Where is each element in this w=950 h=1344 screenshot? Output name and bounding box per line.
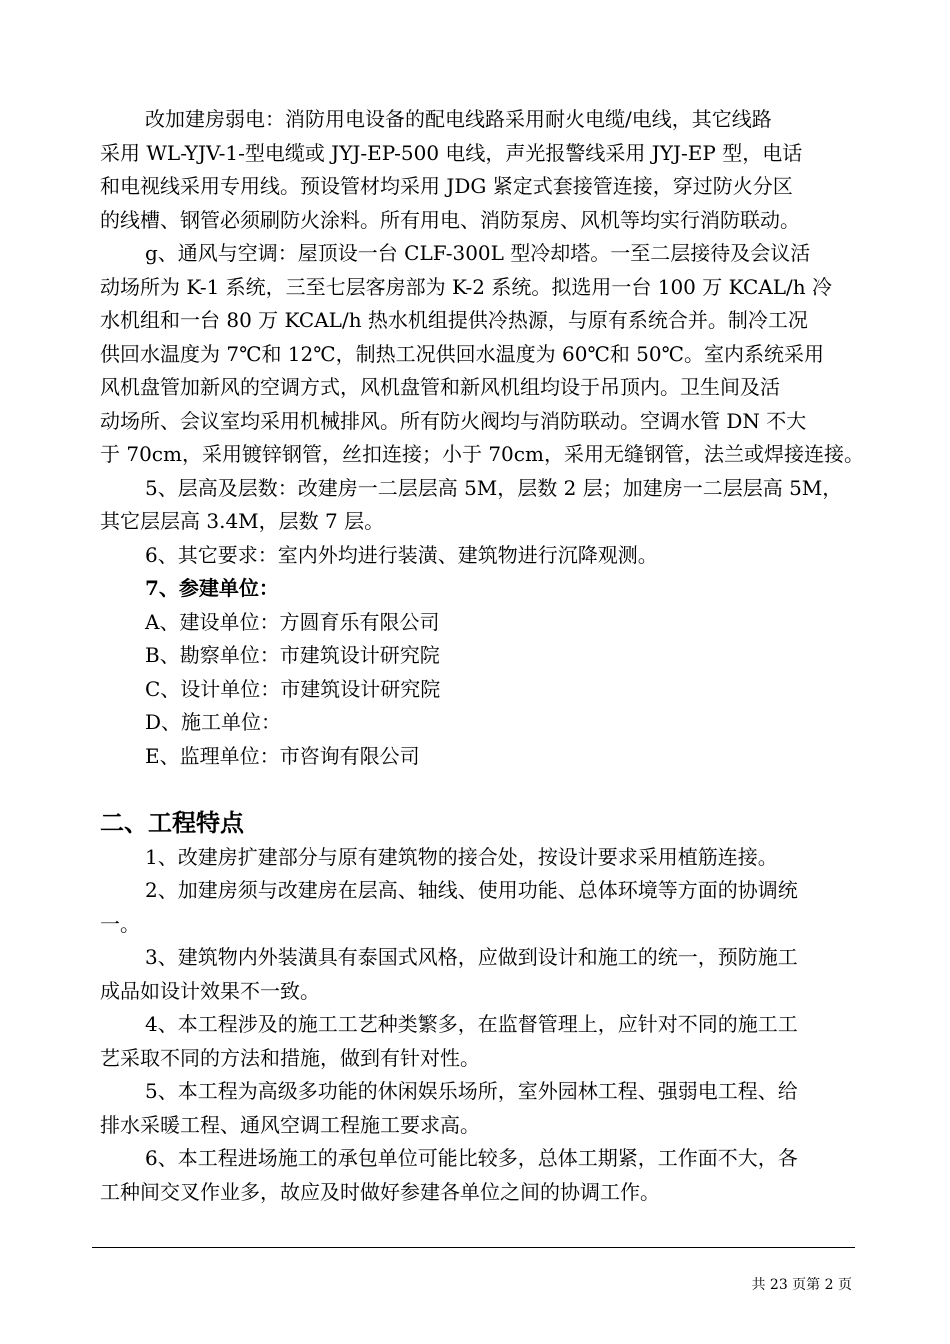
paragraph-line: 5、层高及层数：改建房一二层层高 5M，层数 2 层；加建房一二层层高 5M，: [145, 476, 843, 500]
paragraph-line: g、通风与空调：屋顶设一台 CLF-300L 型冷却塔。一至二层接待及会议活: [145, 241, 811, 265]
paragraph-line: 动场所为 K-1 系统，三至七层客房部为 K-2 系统。拟选用一台 100 万 KCAL/h 冷: [100, 275, 833, 299]
feature-item-line: 1、改建房扩建部分与原有建筑物的接合处，按设计要求采用植筋连接。: [145, 845, 778, 869]
page-number: 共 23 页第 2 页: [751, 1277, 852, 1293]
feature-item-line: 2、加建房须与改建房在层高、轴线、使用功能、总体环境等方面的协调统: [145, 878, 798, 902]
paragraph-line: 其它层层高 3.4M，层数 7 层。: [100, 509, 385, 533]
participant-item: C、设计单位：市建筑设计研究院: [145, 677, 441, 701]
participant-item: E、监理单位：市咨询有限公司: [145, 744, 420, 768]
paragraph-line: 采用 WL-YJV-1-型电缆或 JYJ-EP-500 电线，声光报警线采用 JYJ-EP 型，电话: [100, 141, 803, 165]
feature-item-line: 4、本工程涉及的施工工艺种类繁多，在监督管理上，应针对不同的施工工: [145, 1012, 798, 1036]
participant-item: B、勘察单位：市建筑设计研究院: [145, 643, 440, 667]
feature-item-line: 排水采暖工程、通风空调工程施工要求高。: [100, 1113, 480, 1137]
feature-item-line: 成品如设计效果不一致。: [100, 979, 320, 1003]
paragraph-line: 和电视线采用专用线。预设管材均采用 JDG 紧定式套接管连接，穿过防火分区: [100, 174, 793, 198]
paragraph-line: 6、其它要求：室内外均进行装潢、建筑物进行沉降观测。: [145, 543, 658, 567]
feature-item-line: 艺采取不同的方法和措施，做到有针对性。: [100, 1046, 480, 1070]
paragraph-line: 改加建房弱电：消防用电设备的配电线路采用耐火电缆/电线，其它线路: [145, 107, 772, 131]
paragraph-line: 水机组和一台 80 万 KCAL/h 热水机组提供冷热源，与原有系统合并。制冷工况: [100, 308, 808, 332]
footer-divider: [92, 1247, 855, 1248]
participants-title: 7、参建单位：: [145, 576, 279, 600]
feature-item-line: 3、建筑物内外装潢具有泰国式风格，应做到设计和施工的统一，预防施工: [145, 945, 798, 969]
feature-item-line: 一。: [100, 912, 140, 936]
paragraph-line: 的线槽、钢管必须刷防火涂料。所有用电、消防泵房、风机等均实行消防联动。: [100, 208, 800, 232]
paragraph-line: 动场所、会议室均采用机械排风。所有防火阀均与消防联动。空调水管 DN 不大: [100, 409, 807, 433]
paragraph-line: 风机盘管加新风的空调方式，风机盘管和新风机组均设于吊顶内。卫生间及活: [100, 375, 780, 399]
paragraph-line: 供回水温度为 7℃和 12℃，制热工况供回水温度为 60℃和 50℃。室内系统采用: [100, 342, 824, 366]
section-heading: 二、工程特点: [100, 808, 244, 837]
paragraph-line: 于 70cm，采用镀锌钢管，丝扣连接；小于 70cm，采用无缝钢管，法兰或焊接连接。: [100, 442, 864, 466]
feature-item-line: 工种间交叉作业多，故应及时做好参建各单位之间的协调工作。: [100, 1180, 660, 1204]
feature-item-line: 6、本工程进场施工的承包单位可能比较多，总体工期紧，工作面不大，各: [145, 1146, 798, 1170]
participant-item: D、施工单位：: [145, 710, 282, 734]
feature-item-line: 5、本工程为高级多功能的休闲娱乐场所，室外园林工程、强弱电工程、给: [145, 1079, 798, 1103]
participant-item: A、建设单位：方圆育乐有限公司: [145, 610, 440, 634]
